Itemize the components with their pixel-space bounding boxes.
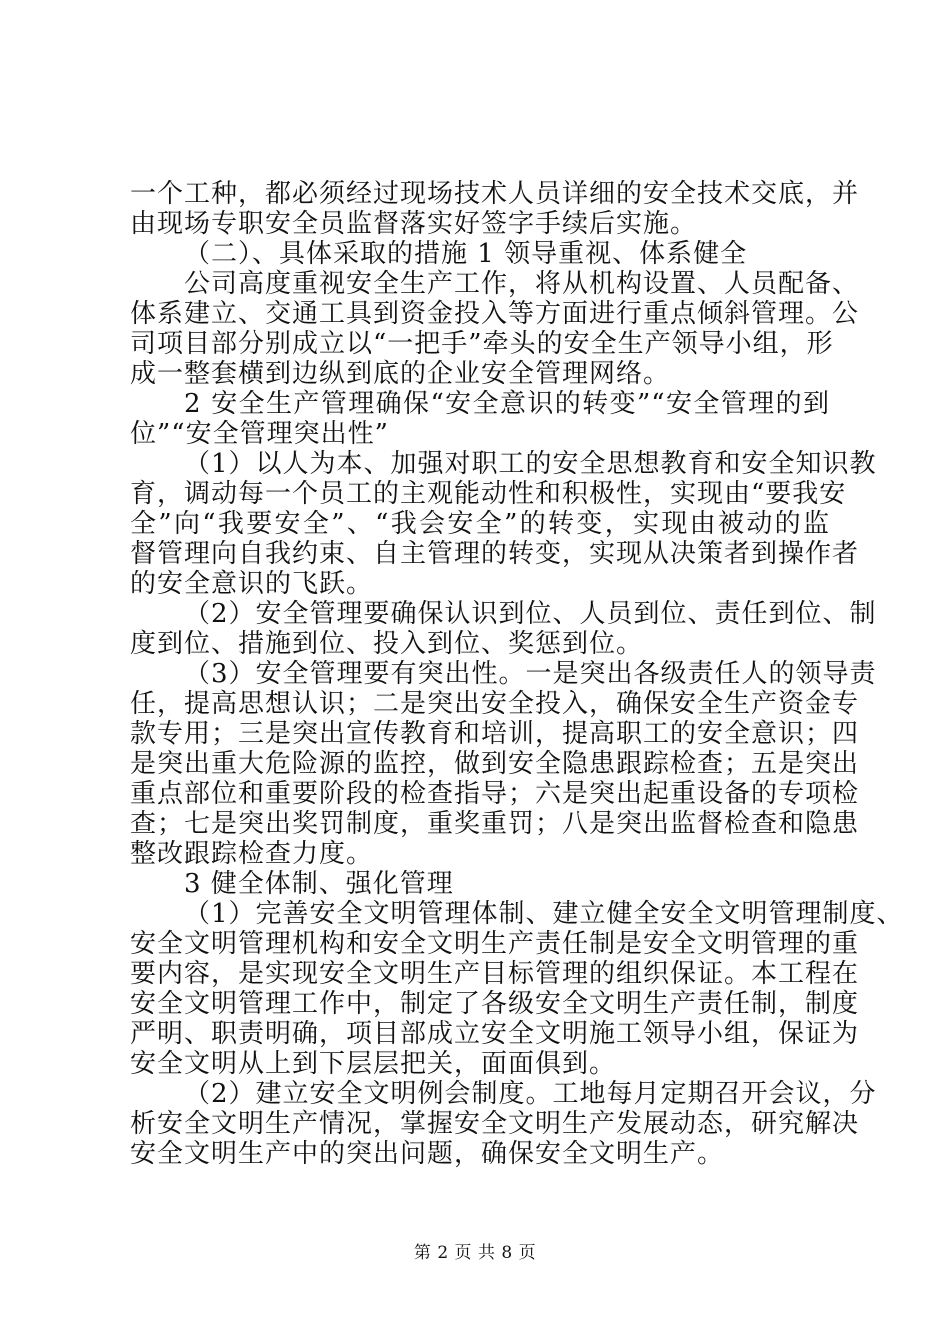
text-line: 成一整套横到边纵到底的企业安全管理网络。 (130, 359, 671, 389)
text-line: 公司高度重视安全生产工作，将从机构设置、人员配备、 (184, 269, 860, 299)
page-number-footer: 第 2 页 共 8 页 (413, 1243, 537, 1263)
text-line: （3）安全管理要有突出性。一是突出各级责任人的领导责 (184, 659, 877, 689)
text-line: 司项目部分别成立以“一把手”牵头的安全生产领导小组，形 (130, 329, 834, 359)
text-line: 严明、职责明确，项目部成立安全文明施工领导小组，保证为 (130, 1019, 860, 1049)
text-line: 析安全文明生产情况，掌握安全文明生产发展动态，研究解决 (130, 1109, 860, 1139)
text-line: 度到位、措施到位、投入到位、奖惩到位。 (130, 629, 644, 659)
section-heading: 2 安全生产管理确保“安全意识的转变”“安全管理的到 (184, 389, 830, 419)
text-line: 的安全意识的飞跃。 (130, 569, 374, 599)
text-line: 体系建立、交通工具到资金投入等方面进行重点倾斜管理。公 (130, 299, 860, 329)
text-line: 督管理向自我约束、自主管理的转变，实现从决策者到操作者 (130, 539, 860, 569)
text-line: 整改跟踪检查力度。 (130, 839, 374, 869)
text-line: 一个工种，都必须经过现场技术人员详细的安全技术交底，并 (130, 179, 860, 209)
text-line: 重点部位和重要阶段的检查指导；六是突出起重设备的专项检 (130, 779, 860, 809)
text-line: 育，调动每一个员工的主观能动性和积极性，实现由“要我安 (130, 479, 847, 509)
text-line: 查；七是突出奖罚制度，重奖重罚；八是突出监督检查和隐患 (130, 809, 860, 839)
text-line: 款专用；三是突出宣传教育和培训，提高职工的安全意识；四 (130, 719, 860, 749)
text-line: 任，提高思想认识；二是突出安全投入，确保安全生产资金专 (130, 689, 860, 719)
text-line: 要内容，是实现安全文明生产目标管理的组织保证。本工程在 (130, 959, 860, 989)
text-line: （1）完善安全文明管理体制、建立健全安全文明管理制度、 (184, 899, 904, 929)
text-line: （2）安全管理要确保认识到位、人员到位、责任到位、制 (184, 599, 877, 629)
text-line: 是突出重大危险源的监控，做到安全隐患跟踪检查；五是突出 (130, 749, 860, 779)
text-line: （2）建立安全文明例会制度。工地每月定期召开会议，分 (184, 1079, 877, 1109)
text-line: 安全文明管理工作中，制定了各级安全文明生产责任制，制度 (130, 989, 860, 1019)
section-heading: 位”“安全管理突出性” (130, 419, 389, 449)
text-line: 全”向“我要安全”、“我会安全”的转变，实现由被动的监 (130, 509, 830, 539)
text-line: （1）以人为本、加强对职工的安全思想教育和安全知识教 (184, 449, 877, 479)
text-line: 安全文明管理机构和安全文明生产责任制是安全文明管理的重 (130, 929, 860, 959)
section-heading: 3 健全体制、强化管理 (184, 869, 454, 899)
text-line: 安全文明从上到下层层把关，面面俱到。 (130, 1049, 617, 1079)
text-line: 安全文明生产中的突出问题，确保安全文明生产。 (130, 1139, 725, 1169)
text-line: 由现场专职安全员监督落实好签字手续后实施。 (130, 209, 698, 239)
section-heading: （二）、具体采取的措施 1 领导重视、体系健全 (184, 239, 748, 269)
